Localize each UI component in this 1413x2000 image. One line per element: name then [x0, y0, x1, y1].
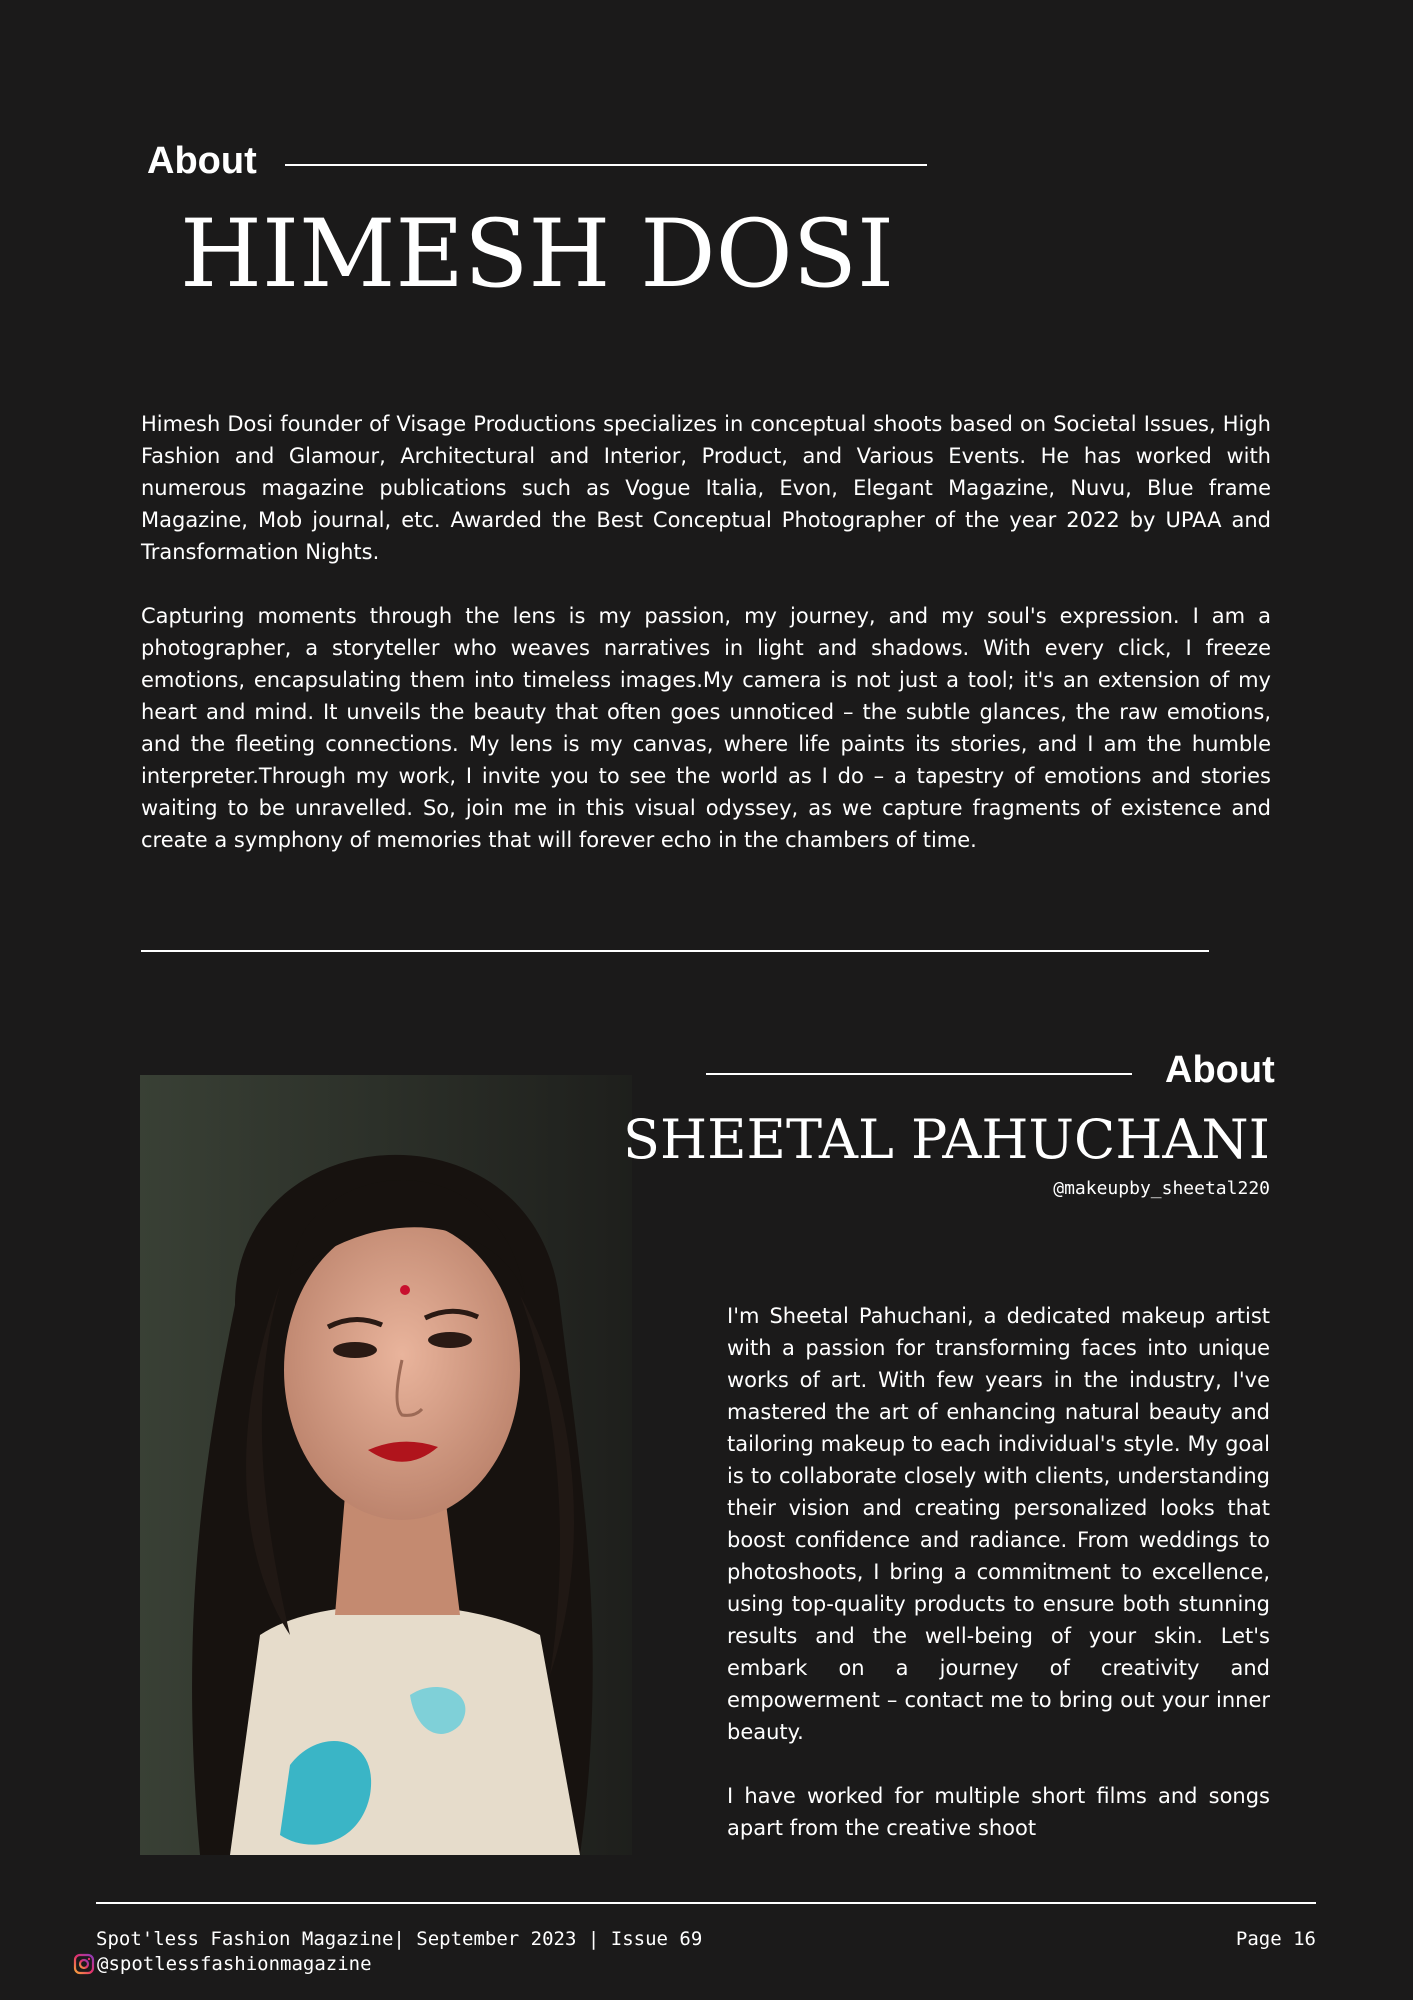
page-title: SHEETAL PAHUCHANI: [623, 1108, 1270, 1171]
heading-rule: [706, 1073, 1132, 1075]
social-handle[interactable]: @makeupby_sheetal220: [1053, 1178, 1270, 1199]
about-label: About: [147, 140, 257, 182]
page-number: Page 16: [1235, 1928, 1316, 1950]
footer-divider: [96, 1902, 1316, 1904]
bio-paragraph: I have worked for multiple short films and songs apart from the creative shoot: [727, 1784, 1270, 1840]
portrait-photo: [140, 1075, 632, 1855]
page-title: HIMESH DOSI: [180, 200, 895, 309]
instagram-link[interactable]: [73, 1953, 372, 1975]
publication-info: Spot'less Fashion Magazine| September 2023 | Issue 69: [96, 1928, 703, 1950]
about-label: About: [1165, 1049, 1275, 1091]
bio-text: [727, 1300, 1270, 1844]
instagram-icon: [73, 1953, 95, 1975]
section-divider: [141, 950, 1209, 952]
heading-rule: [285, 164, 927, 166]
bio-paragraph: Himesh Dosi founder of Visage Productions specializes in conceptual shoots based on Societal Issues, High Fashion and Glamour, Architectural and Interior, Product, and Various Events. He has worked with numerous magazine publications such as Vogue Italia, Evon, Elegant Magazine, Nuvu, Blue frame Magazine, Mob journal, etc. Awarded the Best Conceptual Photographer of the year 2022 by UPAA and Transformation Nights.: [141, 412, 1271, 564]
bio-paragraph: I'm Sheetal Pahuchani, a dedicated makeup artist with a passion for transforming faces into unique works of art. With few years in the industry, I've mastered the art of enhancing natural beauty and tailoring makeup to each individual's style. My goal is to collaborate closely with clients, understanding their vision and creating personalized looks that boost confidence and radiance. From weddings to photoshoots, I bring a commitment to excellence, using top-quality products to ensure both stunning results and the well-being of your skin. Let's embark on a journey of creativity and empowerment – contact me to bring out your inner beauty.: [727, 1304, 1270, 1744]
bio-text: [141, 408, 1271, 856]
portrait-illustration: [140, 1075, 632, 1855]
instagram-handle: @spotlessfashionmagazine: [97, 1953, 372, 1975]
bio-paragraph: Capturing moments through the lens is my passion, my journey, and my soul's expression. I am a photographer, a storyteller who weaves narratives in light and shadows. With every click, I freeze emotions, encapsulating them into timeless images.My camera is not just a tool; it's an extension of my heart and mind. It unveils the beauty that often goes unnoticed – the subtle glances, the raw emotions, and the fleeting connections. My lens is my canvas, where life paints its stories, and I am the humble interpreter.Through my work, I invite you to see the world as I do – a tapestry of emotions and stories waiting to be unravelled. So, join me in this visual odyssey, as we capture fragments of existence and create a symphony of memories that will forever echo in the chambers of time.: [141, 604, 1271, 852]
